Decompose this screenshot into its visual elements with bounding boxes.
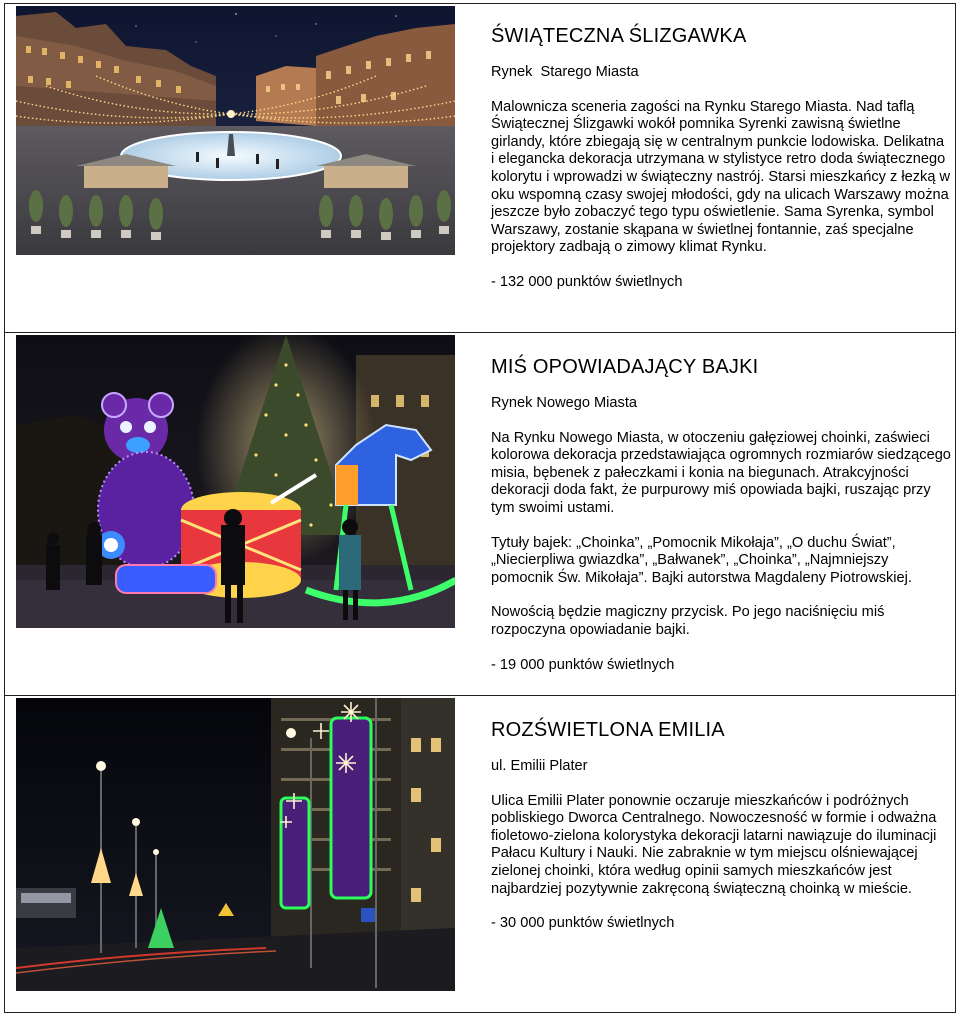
section-title: ROZŚWIETLONA EMILIA bbox=[491, 719, 725, 741]
section-location: ul. Emilii Plater bbox=[491, 758, 588, 774]
document-table bbox=[4, 3, 956, 1013]
section-row-3 bbox=[5, 696, 955, 1012]
section-location: Rynek Nowego Miasta bbox=[491, 395, 638, 411]
skating-rink-photo bbox=[16, 6, 455, 255]
section-location: Rynek Starego Miasta bbox=[491, 64, 639, 80]
light-points-count: - 30 000 punktów świetlnych bbox=[491, 915, 675, 932]
section-paragraph: Tytuły bajek: „Choinka”, „Pomocnik Mikołaja”, „O duchu Świat”, „Niecierpliwa gwiazdka”, „Bałwanek”, „Choinka”, „Najmniejszy pomocnik Św. Mikołaja”. Bajki autorstwa Magdaleny Piotrowskiej. bbox=[491, 534, 912, 586]
section-row-2 bbox=[5, 333, 955, 696]
section-paragraph: Nowością będzie magiczny przycisk. Po jego naciśnięciu miś rozpoczyna opowiadanie bajki. bbox=[491, 604, 885, 638]
section-text-1 bbox=[491, 24, 951, 292]
light-points-count: - 19 000 punktów świetlnych bbox=[491, 656, 675, 673]
section-paragraph: Malownicza sceneria zagości na Rynku Starego Miasta. Nad taflą Świątecznej Ślizgawki wokół pomnika Syrenki zawisną świetlne girlandy, które zbiegają się w centralnym punkcie lodowiska. Delikatna i elegancka dekoracja utrzymana w stylistyce retro doda świątecznego kolorytu i wprowadzi w świąteczny nastrój. Starsi mieszkańcy z łezką w oku wspomną czasy swojej młodości, gdy na ulicach Warszawy można jeszcze było zobaczyć tego typu oświetlenie. Sama Syrenka, symbol Warszawy, zostanie skąpana w świetlnej fontannie, zaś specjalne projektory zadbają o zimowy klimat Rynku. bbox=[491, 98, 951, 256]
teddy-bear-decoration-photo bbox=[16, 335, 455, 628]
section-paragraph: Ulica Emilii Plater ponownie oczaruje mieszkańców i podróżnych pobliskiego Dworca Centralnego. Nowoczesność w formie i odważna fioletowo-zielona kolorystyka dekoracji latarni nawiązuje do iluminacji Pałacu Kultury i Nauki. Nie zabraknie w tym miejscu olśniewającej zielonej choinki, która według opinii samych mieszkańców jest najbardziej pozytywnie zakręconą świąteczną choinką w mieście. bbox=[491, 792, 937, 897]
section-paragraph: Na Rynku Nowego Miasta, w otoczeniu gałęziowej choinki, zaświeci kolorowa dekoracja przedstawiająca ogromnych rozmiarów siedzącego misia, bębenek z pałeczkami i konia na biegunach. Atrakcyjności dekoracji doda fakt, że purpurowy miś opowiada bajki, ruszając przy tym swoimi ustami. bbox=[491, 429, 951, 516]
section-row-1 bbox=[5, 4, 955, 333]
section-text-3 bbox=[491, 718, 951, 933]
section-title: ŚWIĄTECZNA ŚLIZGAWKA bbox=[491, 25, 747, 47]
street-lights-photo bbox=[16, 698, 455, 991]
section-text-2 bbox=[491, 355, 951, 674]
light-points-count: - 132 000 punktów świetlnych bbox=[491, 273, 683, 290]
section-title: MIŚ OPOWIADAJĄCY BAJKI bbox=[491, 356, 759, 378]
